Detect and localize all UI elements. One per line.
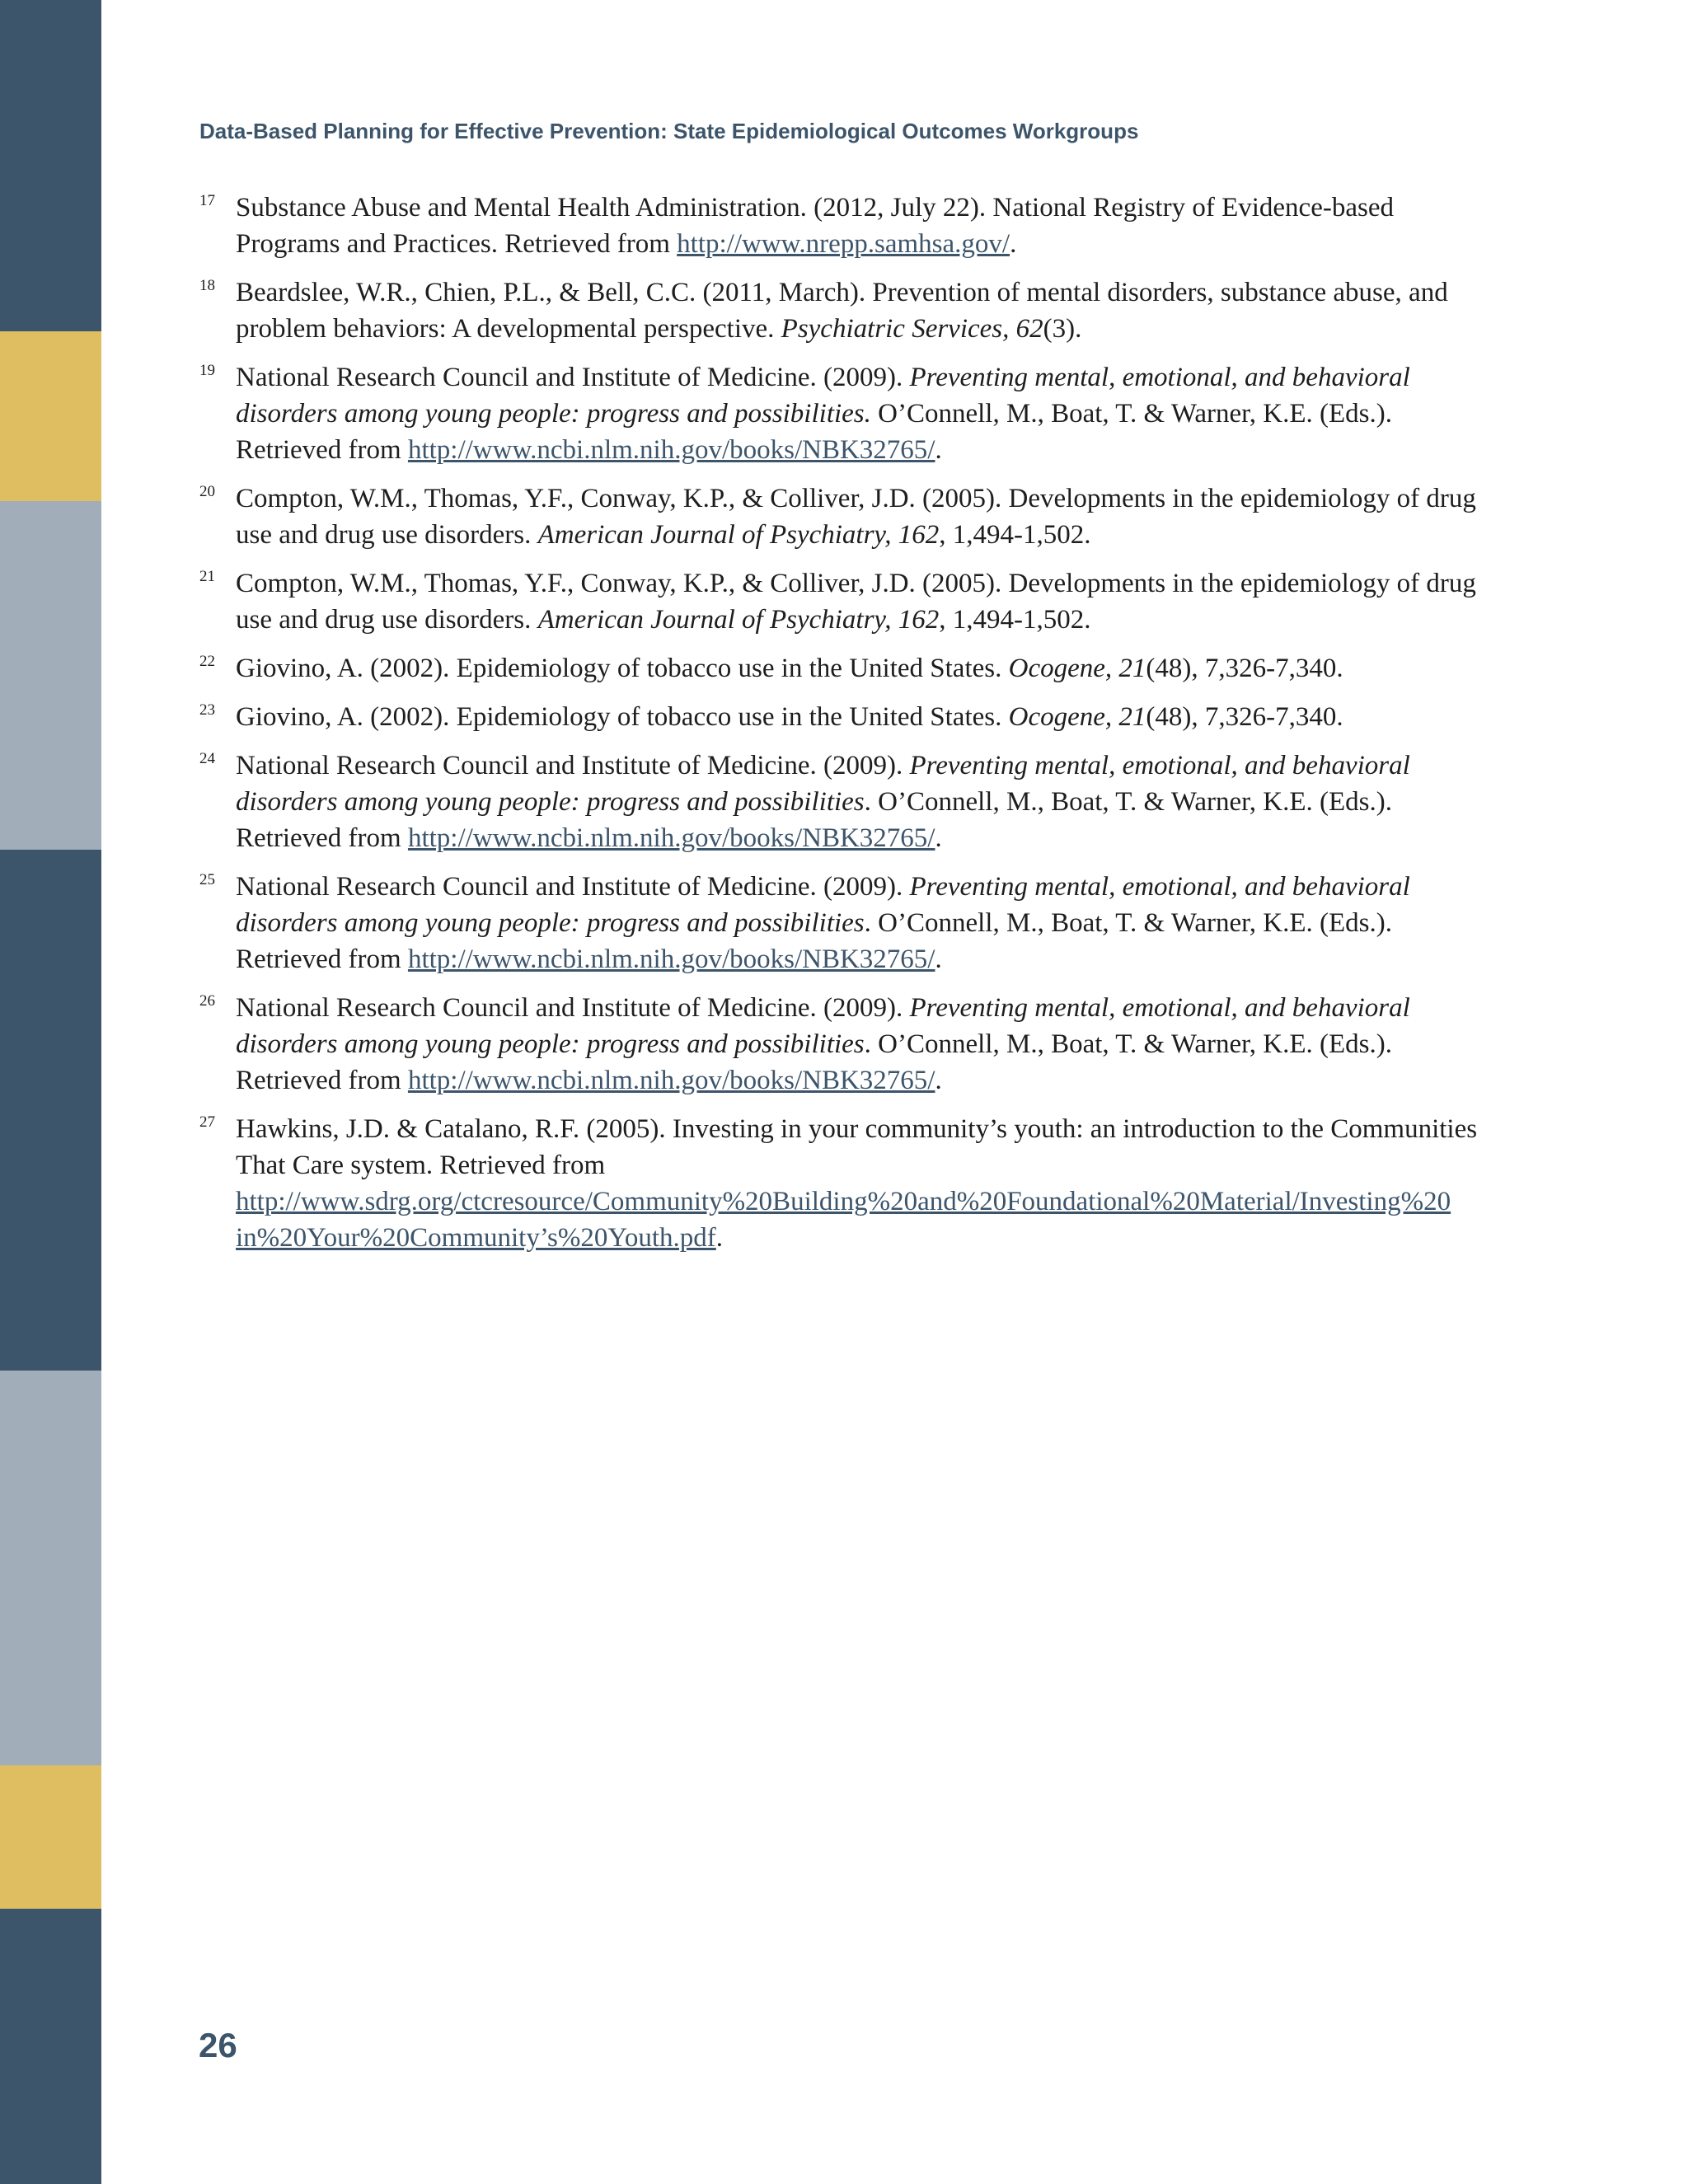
footnote-link-part2: in%20Your%20Community’s%20Youth.pdf bbox=[236, 1223, 716, 1253]
journal-title: American Journal of Psychiatry, 162 bbox=[537, 605, 940, 635]
footnote-number: 20 bbox=[199, 483, 215, 500]
footnote-21 bbox=[199, 565, 1485, 638]
footnote-link-part1: http://www.sdrg.org/ctcresource/Community%20Building%20and%20Foundational%20Material/Investing%20 bbox=[236, 1187, 1451, 1216]
footnote-18 bbox=[199, 274, 1485, 347]
footnote-text: National Research Council and Institute of Medicine. (2009). bbox=[236, 751, 910, 780]
footnote-20 bbox=[199, 480, 1485, 553]
footnote-text: Compton, W.M., Thomas, Y.F., Conway, K.P., & Colliver, J.D. (2005). Developments in the epidemiology of drug use and drug use disorders. bbox=[236, 569, 1476, 635]
footnote-text: National Research Council and Institute of Medicine. (2009). bbox=[236, 872, 910, 902]
footnote-end: . bbox=[935, 1066, 942, 1095]
footnote-link[interactable]: http://www.ncbi.nlm.nih.gov/books/NBK32765/ bbox=[407, 823, 935, 853]
footnote-link[interactable] bbox=[236, 1187, 1451, 1253]
footnote-number: 21 bbox=[199, 568, 215, 585]
sidebar-band-navy bbox=[0, 850, 101, 1371]
journal-title: American Journal of Psychiatry, 162 bbox=[537, 520, 940, 550]
running-header: Data-Based Planning for Effective Prevention: State Epidemiological Outcomes Workgroups bbox=[199, 119, 1139, 143]
footnotes-list bbox=[199, 190, 1485, 1268]
footnote-text: Compton, W.M., Thomas, Y.F., Conway, K.P., & Colliver, J.D. (2005). Developments in the epidemiology of drug use and drug use disorders. bbox=[236, 484, 1476, 550]
footnote-end: (3). bbox=[1043, 314, 1082, 344]
footnote-end: . bbox=[935, 435, 942, 465]
footnote-text: Beardslee, W.R., Chien, P.L., & Bell, C.C. (2011, March). Prevention of mental disorders, substance abuse, and problem behaviors: A developmental perspective. bbox=[236, 278, 1448, 344]
page-number: 26 bbox=[199, 2026, 237, 2064]
footnote-number: 24 bbox=[199, 750, 215, 767]
footnote-text: National Research Council and Institute of Medicine. (2009). bbox=[236, 993, 910, 1023]
footnote-25 bbox=[199, 869, 1485, 977]
footnote-text: Substance Abuse and Mental Health Administration. (2012, July 22). National Registry of Evidence-based Programs and Practices. Retrieved from bbox=[236, 193, 1394, 259]
footnote-text: Giovino, A. (2002). Epidemiology of tobacco use in the United States. bbox=[236, 654, 1009, 683]
footnote-link[interactable]: http://www.ncbi.nlm.nih.gov/books/NBK32765/ bbox=[407, 435, 935, 465]
footnote-27 bbox=[199, 1111, 1485, 1256]
footnote-end: . bbox=[935, 823, 942, 853]
book-title: Preventing mental, emotional, and behavioral disorders among young people: progress and possibilities bbox=[236, 872, 1410, 938]
footnote-end: . bbox=[935, 944, 942, 974]
footnote-link[interactable]: http://www.ncbi.nlm.nih.gov/books/NBK32765/ bbox=[407, 1066, 935, 1095]
footnote-text: Hawkins, J.D. & Catalano, R.F. (2005). Investing in your community’s youth: an introduction to the Communities That Care system. Retrieved from bbox=[236, 1114, 1478, 1180]
journal-title: Ocogene, 21 bbox=[1008, 654, 1146, 683]
footnote-end: . bbox=[715, 1223, 724, 1253]
footnote-number: 27 bbox=[199, 1113, 215, 1131]
footnote-editors: . O’Connell, M., Boat, T. & Warner, K.E. (Eds.). Retrieved from bbox=[236, 908, 1392, 974]
footnote-end: , 1,494-1,502. bbox=[939, 605, 1091, 635]
footnote-26 bbox=[199, 990, 1485, 1099]
sidebar-band-navy bbox=[0, 0, 101, 331]
sidebar-band-gold bbox=[0, 331, 101, 501]
footnote-text: Giovino, A. (2002). Epidemiology of tobacco use in the United States. bbox=[236, 702, 1009, 732]
journal-title: Ocogene, 21 bbox=[1008, 702, 1146, 732]
footnote-number: 18 bbox=[199, 277, 215, 294]
footnote-link[interactable]: http://www.ncbi.nlm.nih.gov/books/NBK32765/ bbox=[407, 944, 935, 974]
footnote-editors: O’Connell, M., Boat, T. & Warner, K.E. (Eds.). Retrieved from bbox=[236, 399, 1392, 465]
sidebar-band-navy bbox=[0, 1909, 101, 2184]
footnote-link[interactable]: http://www.nrepp.samhsa.gov/ bbox=[677, 229, 1010, 259]
book-title: Preventing mental, emotional, and behavioral disorders among young people: progress and possibilities bbox=[236, 993, 1410, 1059]
footnote-editors: . O’Connell, M., Boat, T. & Warner, K.E. (Eds.). Retrieved from bbox=[236, 787, 1392, 853]
footnote-text: National Research Council and Institute of Medicine. (2009). bbox=[236, 363, 910, 392]
journal-title: Psychiatric Services, 62 bbox=[781, 314, 1043, 344]
footnote-end: (48), 7,326-7,340. bbox=[1146, 702, 1343, 732]
footnote-17 bbox=[199, 190, 1485, 262]
footnote-22 bbox=[199, 650, 1485, 687]
footnote-number: 25 bbox=[199, 871, 215, 888]
footnote-number: 17 bbox=[199, 192, 215, 209]
footnote-number: 22 bbox=[199, 653, 215, 670]
footnote-end: , 1,494-1,502. bbox=[939, 520, 1091, 550]
footnote-number: 23 bbox=[199, 701, 215, 719]
footnote-number: 26 bbox=[199, 992, 215, 1010]
sidebar-band-slate bbox=[0, 501, 101, 850]
decorative-sidebar bbox=[0, 0, 101, 2184]
footnote-23 bbox=[199, 699, 1485, 735]
footnote-end: (48), 7,326-7,340. bbox=[1146, 654, 1343, 683]
footnote-editors: . O’Connell, M., Boat, T. & Warner, K.E. (Eds.). Retrieved from bbox=[236, 1029, 1392, 1095]
book-title: Preventing mental, emotional, and behavioral disorders among young people: progress and possibilities. bbox=[236, 363, 1410, 429]
sidebar-band-slate bbox=[0, 1371, 101, 1765]
footnote-number: 19 bbox=[199, 362, 215, 379]
book-title: Preventing mental, emotional, and behavioral disorders among young people: progress and possibilities bbox=[236, 751, 1410, 817]
footnote-24 bbox=[199, 748, 1485, 856]
sidebar-band-gold bbox=[0, 1765, 101, 1909]
footnote-19 bbox=[199, 359, 1485, 468]
footnote-end: . bbox=[1010, 229, 1017, 259]
